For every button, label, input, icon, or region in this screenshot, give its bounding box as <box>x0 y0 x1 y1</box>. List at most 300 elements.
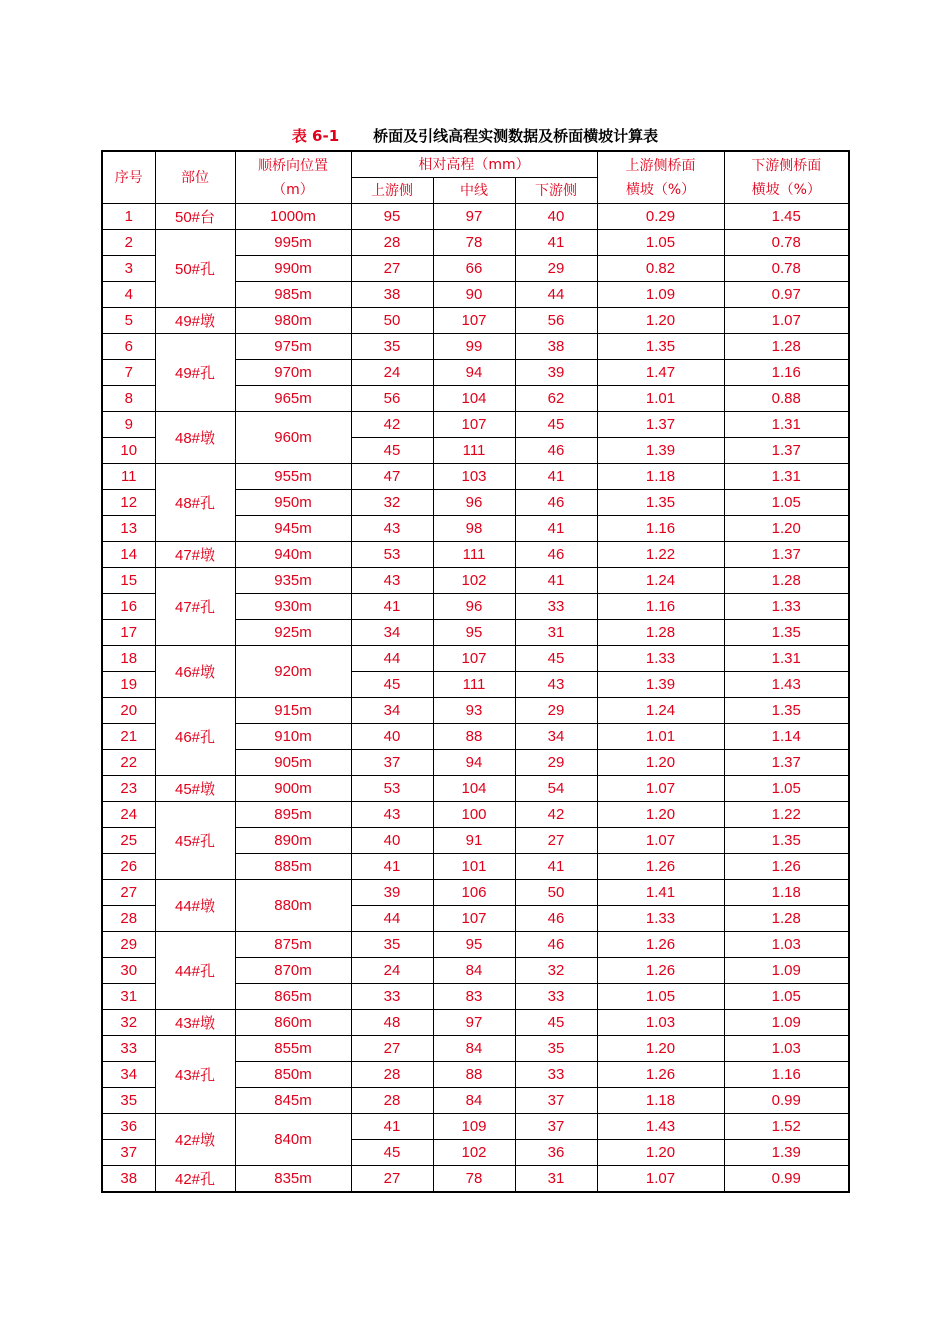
cell-position: 855m <box>235 1036 351 1062</box>
cell-up-slope: 1.20 <box>597 1140 724 1166</box>
cell-down-slope: 1.05 <box>724 490 849 516</box>
cell-part: 43#孔 <box>155 1036 235 1114</box>
cell-seq: 9 <box>102 412 155 438</box>
cell-up-slope: 1.26 <box>597 932 724 958</box>
cell-center: 102 <box>433 568 515 594</box>
header-position-line1: 顺桥向位置 <box>258 157 328 174</box>
cell-part: 44#墩 <box>155 880 235 932</box>
cell-seq: 38 <box>102 1166 155 1193</box>
cell-position: 905m <box>235 750 351 776</box>
cell-seq: 30 <box>102 958 155 984</box>
cell-up-slope: 1.07 <box>597 828 724 854</box>
cell-down-slope: 1.14 <box>724 724 849 750</box>
cell-up-slope: 1.20 <box>597 802 724 828</box>
cell-center: 78 <box>433 1166 515 1193</box>
table-row <box>102 464 849 490</box>
cell-upstream: 95 <box>351 204 433 230</box>
cell-down-slope: 1.35 <box>724 620 849 646</box>
cell-upstream: 39 <box>351 880 433 906</box>
header-seq: 序号 <box>102 151 155 204</box>
cell-center: 101 <box>433 854 515 880</box>
cell-downstream: 39 <box>515 360 597 386</box>
cell-center: 102 <box>433 1140 515 1166</box>
cell-up-slope: 1.33 <box>597 646 724 672</box>
cell-downstream: 32 <box>515 958 597 984</box>
cell-downstream: 35 <box>515 1036 597 1062</box>
cell-center: 90 <box>433 282 515 308</box>
cell-center: 93 <box>433 698 515 724</box>
cell-downstream: 46 <box>515 542 597 568</box>
header-part: 部位 <box>155 151 235 204</box>
table-row <box>102 776 849 802</box>
table-row <box>102 204 849 230</box>
cell-seq: 21 <box>102 724 155 750</box>
cell-up-slope: 1.20 <box>597 750 724 776</box>
cell-center: 103 <box>433 464 515 490</box>
cell-downstream: 41 <box>515 230 597 256</box>
cell-downstream: 34 <box>515 724 597 750</box>
cell-up-slope: 1.18 <box>597 1088 724 1114</box>
cell-up-slope: 1.37 <box>597 412 724 438</box>
cell-center: 83 <box>433 984 515 1010</box>
cell-down-slope: 1.43 <box>724 672 849 698</box>
cell-center: 84 <box>433 958 515 984</box>
cell-up-slope: 1.43 <box>597 1114 724 1140</box>
cell-up-slope: 1.33 <box>597 906 724 932</box>
cell-up-slope: 1.20 <box>597 308 724 334</box>
cell-seq: 25 <box>102 828 155 854</box>
cell-upstream: 34 <box>351 698 433 724</box>
cell-down-slope: 0.99 <box>724 1166 849 1193</box>
cell-down-slope: 1.16 <box>724 1062 849 1088</box>
cell-position: 985m <box>235 282 351 308</box>
cell-position: 890m <box>235 828 351 854</box>
table-row <box>102 568 849 594</box>
cell-upstream: 44 <box>351 646 433 672</box>
cell-part: 44#孔 <box>155 932 235 1010</box>
cell-up-slope: 1.20 <box>597 1036 724 1062</box>
cell-upstream: 35 <box>351 334 433 360</box>
cell-downstream: 33 <box>515 1062 597 1088</box>
cell-center: 97 <box>433 204 515 230</box>
cell-upstream: 28 <box>351 1062 433 1088</box>
header-down-slope <box>724 151 849 204</box>
cell-part: 49#墩 <box>155 308 235 334</box>
cell-up-slope: 1.47 <box>597 360 724 386</box>
cell-center: 107 <box>433 646 515 672</box>
cell-downstream: 29 <box>515 256 597 282</box>
cell-up-slope: 1.01 <box>597 724 724 750</box>
cell-part: 48#墩 <box>155 412 235 464</box>
cell-down-slope: 1.35 <box>724 698 849 724</box>
cell-seq: 35 <box>102 1088 155 1114</box>
cell-down-slope: 1.16 <box>724 360 849 386</box>
cell-position: 910m <box>235 724 351 750</box>
cell-position: 930m <box>235 594 351 620</box>
cell-center: 94 <box>433 360 515 386</box>
header-upstream: 上游侧 <box>351 178 433 204</box>
cell-down-slope: 1.28 <box>724 906 849 932</box>
cell-downstream: 45 <box>515 1010 597 1036</box>
table-row <box>102 646 849 672</box>
cell-position: 940m <box>235 542 351 568</box>
cell-down-slope: 1.28 <box>724 334 849 360</box>
cell-up-slope: 1.05 <box>597 984 724 1010</box>
table-row <box>102 1036 849 1062</box>
table-row <box>102 1010 849 1036</box>
cell-center: 84 <box>433 1088 515 1114</box>
cell-downstream: 46 <box>515 438 597 464</box>
cell-upstream: 45 <box>351 672 433 698</box>
cell-part: 43#墩 <box>155 1010 235 1036</box>
cell-downstream: 41 <box>515 854 597 880</box>
cell-seq: 2 <box>102 230 155 256</box>
header-position-line2: （m） <box>272 181 314 198</box>
cell-position: 960m <box>235 412 351 464</box>
cell-center: 106 <box>433 880 515 906</box>
cell-seq: 27 <box>102 880 155 906</box>
cell-upstream: 45 <box>351 1140 433 1166</box>
cell-center: 96 <box>433 490 515 516</box>
cell-down-slope: 1.22 <box>724 802 849 828</box>
cell-down-slope: 1.26 <box>724 854 849 880</box>
cell-up-slope: 1.16 <box>597 594 724 620</box>
header-up-slope <box>597 151 724 204</box>
cell-downstream: 27 <box>515 828 597 854</box>
table-body <box>102 204 849 1193</box>
table-row <box>102 230 849 256</box>
cell-downstream: 40 <box>515 204 597 230</box>
cell-position: 950m <box>235 490 351 516</box>
cell-up-slope: 1.35 <box>597 334 724 360</box>
cell-up-slope: 1.41 <box>597 880 724 906</box>
cell-up-slope: 1.28 <box>597 620 724 646</box>
cell-position: 1000m <box>235 204 351 230</box>
cell-position: 920m <box>235 646 351 698</box>
header-up-slope-line1: 上游侧桥面 <box>625 157 696 174</box>
cell-position: 850m <box>235 1062 351 1088</box>
cell-down-slope: 1.05 <box>724 776 849 802</box>
cell-downstream: 29 <box>515 750 597 776</box>
cell-upstream: 28 <box>351 230 433 256</box>
cell-down-slope: 1.33 <box>724 594 849 620</box>
cell-seq: 22 <box>102 750 155 776</box>
cell-down-slope: 1.18 <box>724 880 849 906</box>
cell-downstream: 37 <box>515 1114 597 1140</box>
cell-upstream: 40 <box>351 828 433 854</box>
cell-center: 95 <box>433 932 515 958</box>
cell-seq: 11 <box>102 464 155 490</box>
header-down-slope-line2: 横坡（%） <box>751 181 821 198</box>
cell-upstream: 41 <box>351 1114 433 1140</box>
cell-position: 900m <box>235 776 351 802</box>
cell-upstream: 43 <box>351 802 433 828</box>
cell-part: 48#孔 <box>155 464 235 542</box>
cell-seq: 5 <box>102 308 155 334</box>
cell-center: 111 <box>433 542 515 568</box>
cell-downstream: 31 <box>515 1166 597 1193</box>
cell-seq: 15 <box>102 568 155 594</box>
cell-up-slope: 1.26 <box>597 958 724 984</box>
cell-seq: 4 <box>102 282 155 308</box>
cell-part: 47#墩 <box>155 542 235 568</box>
cell-down-slope: 1.28 <box>724 568 849 594</box>
table-title <box>0 124 950 148</box>
cell-down-slope: 1.05 <box>724 984 849 1010</box>
cell-up-slope: 1.39 <box>597 672 724 698</box>
cell-seq: 8 <box>102 386 155 412</box>
cell-position: 970m <box>235 360 351 386</box>
cell-upstream: 40 <box>351 724 433 750</box>
table-row <box>102 542 849 568</box>
header-elevation: 相对高程（mm） <box>351 151 597 178</box>
cell-part: 42#孔 <box>155 1166 235 1193</box>
cell-part: 47#孔 <box>155 568 235 646</box>
cell-part: 45#孔 <box>155 802 235 880</box>
cell-position: 880m <box>235 880 351 932</box>
cell-center: 107 <box>433 308 515 334</box>
table-row <box>102 1114 849 1140</box>
cell-up-slope: 1.24 <box>597 698 724 724</box>
cell-upstream: 24 <box>351 360 433 386</box>
cell-upstream: 42 <box>351 412 433 438</box>
cell-downstream: 31 <box>515 620 597 646</box>
cell-up-slope: 0.82 <box>597 256 724 282</box>
cell-upstream: 35 <box>351 932 433 958</box>
cell-down-slope: 1.31 <box>724 646 849 672</box>
cell-upstream: 33 <box>351 984 433 1010</box>
table-number: 表 6-1 <box>291 127 340 145</box>
cell-center: 100 <box>433 802 515 828</box>
cell-position: 975m <box>235 334 351 360</box>
cell-upstream: 47 <box>351 464 433 490</box>
cell-down-slope: 1.31 <box>724 464 849 490</box>
cell-position: 995m <box>235 230 351 256</box>
cell-downstream: 46 <box>515 490 597 516</box>
cell-up-slope: 1.09 <box>597 282 724 308</box>
cell-upstream: 41 <box>351 854 433 880</box>
cell-center: 78 <box>433 230 515 256</box>
cell-center: 84 <box>433 1036 515 1062</box>
cell-center: 88 <box>433 1062 515 1088</box>
cell-position: 845m <box>235 1088 351 1114</box>
cell-upstream: 48 <box>351 1010 433 1036</box>
cell-downstream: 46 <box>515 906 597 932</box>
table-row <box>102 1166 849 1193</box>
cell-seq: 13 <box>102 516 155 542</box>
cell-center: 109 <box>433 1114 515 1140</box>
cell-seq: 29 <box>102 932 155 958</box>
header-position <box>235 151 351 204</box>
cell-seq: 17 <box>102 620 155 646</box>
cell-upstream: 34 <box>351 620 433 646</box>
cell-down-slope: 0.78 <box>724 256 849 282</box>
cell-seq: 6 <box>102 334 155 360</box>
cell-seq: 36 <box>102 1114 155 1140</box>
cell-downstream: 62 <box>515 386 597 412</box>
header-up-slope-line2: 横坡（%） <box>625 181 696 198</box>
table-row <box>102 880 849 906</box>
cell-down-slope: 1.07 <box>724 308 849 334</box>
cell-part: 46#孔 <box>155 698 235 776</box>
cell-position: 885m <box>235 854 351 880</box>
cell-upstream: 27 <box>351 1166 433 1193</box>
cell-up-slope: 1.07 <box>597 1166 724 1193</box>
table-header <box>102 151 849 204</box>
cell-downstream: 38 <box>515 334 597 360</box>
cell-part: 45#墩 <box>155 776 235 802</box>
cell-seq: 34 <box>102 1062 155 1088</box>
cell-seq: 7 <box>102 360 155 386</box>
cell-center: 104 <box>433 386 515 412</box>
cell-seq: 23 <box>102 776 155 802</box>
elevation-table <box>101 150 850 1193</box>
cell-upstream: 24 <box>351 958 433 984</box>
cell-down-slope: 1.03 <box>724 1036 849 1062</box>
cell-position: 925m <box>235 620 351 646</box>
cell-downstream: 45 <box>515 646 597 672</box>
cell-seq: 31 <box>102 984 155 1010</box>
cell-downstream: 41 <box>515 568 597 594</box>
cell-downstream: 33 <box>515 984 597 1010</box>
cell-up-slope: 1.01 <box>597 386 724 412</box>
cell-upstream: 53 <box>351 776 433 802</box>
table-caption: 桥面及引线高程实测数据及桥面横坡计算表 <box>373 127 659 145</box>
header-center: 中线 <box>433 178 515 204</box>
cell-up-slope: 1.39 <box>597 438 724 464</box>
cell-downstream: 41 <box>515 516 597 542</box>
cell-upstream: 43 <box>351 516 433 542</box>
cell-center: 97 <box>433 1010 515 1036</box>
cell-position: 915m <box>235 698 351 724</box>
cell-position: 860m <box>235 1010 351 1036</box>
cell-part: 46#墩 <box>155 646 235 698</box>
cell-position: 955m <box>235 464 351 490</box>
cell-upstream: 50 <box>351 308 433 334</box>
cell-down-slope: 1.31 <box>724 412 849 438</box>
cell-position: 965m <box>235 386 351 412</box>
cell-seq: 16 <box>102 594 155 620</box>
cell-center: 104 <box>433 776 515 802</box>
cell-position: 980m <box>235 308 351 334</box>
cell-center: 111 <box>433 672 515 698</box>
cell-seq: 26 <box>102 854 155 880</box>
cell-seq: 37 <box>102 1140 155 1166</box>
cell-position: 835m <box>235 1166 351 1193</box>
cell-downstream: 29 <box>515 698 597 724</box>
cell-position: 840m <box>235 1114 351 1166</box>
cell-position: 870m <box>235 958 351 984</box>
cell-center: 98 <box>433 516 515 542</box>
cell-downstream: 45 <box>515 412 597 438</box>
cell-seq: 33 <box>102 1036 155 1062</box>
cell-downstream: 50 <box>515 880 597 906</box>
cell-seq: 24 <box>102 802 155 828</box>
cell-downstream: 56 <box>515 308 597 334</box>
cell-seq: 12 <box>102 490 155 516</box>
cell-center: 91 <box>433 828 515 854</box>
cell-seq: 10 <box>102 438 155 464</box>
cell-position: 990m <box>235 256 351 282</box>
table-row <box>102 412 849 438</box>
cell-center: 99 <box>433 334 515 360</box>
cell-up-slope: 1.22 <box>597 542 724 568</box>
cell-up-slope: 1.07 <box>597 776 724 802</box>
cell-down-slope: 1.09 <box>724 1010 849 1036</box>
cell-center: 66 <box>433 256 515 282</box>
cell-center: 107 <box>433 412 515 438</box>
cell-down-slope: 1.37 <box>724 750 849 776</box>
table-row <box>102 334 849 360</box>
cell-up-slope: 1.18 <box>597 464 724 490</box>
cell-downstream: 46 <box>515 932 597 958</box>
cell-seq: 19 <box>102 672 155 698</box>
cell-up-slope: 1.03 <box>597 1010 724 1036</box>
cell-upstream: 53 <box>351 542 433 568</box>
cell-upstream: 37 <box>351 750 433 776</box>
cell-upstream: 27 <box>351 1036 433 1062</box>
cell-upstream: 44 <box>351 906 433 932</box>
cell-seq: 20 <box>102 698 155 724</box>
cell-downstream: 54 <box>515 776 597 802</box>
cell-center: 95 <box>433 620 515 646</box>
cell-down-slope: 1.37 <box>724 438 849 464</box>
cell-part: 49#孔 <box>155 334 235 412</box>
cell-down-slope: 1.52 <box>724 1114 849 1140</box>
cell-down-slope: 0.99 <box>724 1088 849 1114</box>
cell-down-slope: 1.03 <box>724 932 849 958</box>
cell-position: 865m <box>235 984 351 1010</box>
cell-downstream: 44 <box>515 282 597 308</box>
cell-upstream: 28 <box>351 1088 433 1114</box>
table-row <box>102 802 849 828</box>
cell-down-slope: 1.37 <box>724 542 849 568</box>
cell-up-slope: 0.29 <box>597 204 724 230</box>
table-row <box>102 308 849 334</box>
cell-seq: 18 <box>102 646 155 672</box>
cell-seq: 28 <box>102 906 155 932</box>
cell-up-slope: 1.05 <box>597 230 724 256</box>
cell-center: 94 <box>433 750 515 776</box>
cell-up-slope: 1.35 <box>597 490 724 516</box>
cell-down-slope: 1.09 <box>724 958 849 984</box>
cell-down-slope: 1.45 <box>724 204 849 230</box>
cell-up-slope: 1.26 <box>597 854 724 880</box>
cell-downstream: 42 <box>515 802 597 828</box>
cell-part: 50#台 <box>155 204 235 230</box>
cell-position: 875m <box>235 932 351 958</box>
cell-upstream: 45 <box>351 438 433 464</box>
cell-up-slope: 1.16 <box>597 516 724 542</box>
cell-downstream: 36 <box>515 1140 597 1166</box>
header-down-slope-line1: 下游侧桥面 <box>751 157 822 174</box>
cell-downstream: 33 <box>515 594 597 620</box>
cell-down-slope: 1.20 <box>724 516 849 542</box>
table-row <box>102 932 849 958</box>
cell-center: 111 <box>433 438 515 464</box>
cell-seq: 3 <box>102 256 155 282</box>
cell-part: 50#孔 <box>155 230 235 308</box>
cell-up-slope: 1.26 <box>597 1062 724 1088</box>
cell-center: 88 <box>433 724 515 750</box>
cell-part: 42#墩 <box>155 1114 235 1166</box>
cell-downstream: 37 <box>515 1088 597 1114</box>
cell-upstream: 32 <box>351 490 433 516</box>
cell-seq: 32 <box>102 1010 155 1036</box>
cell-downstream: 43 <box>515 672 597 698</box>
cell-seq: 14 <box>102 542 155 568</box>
cell-upstream: 43 <box>351 568 433 594</box>
